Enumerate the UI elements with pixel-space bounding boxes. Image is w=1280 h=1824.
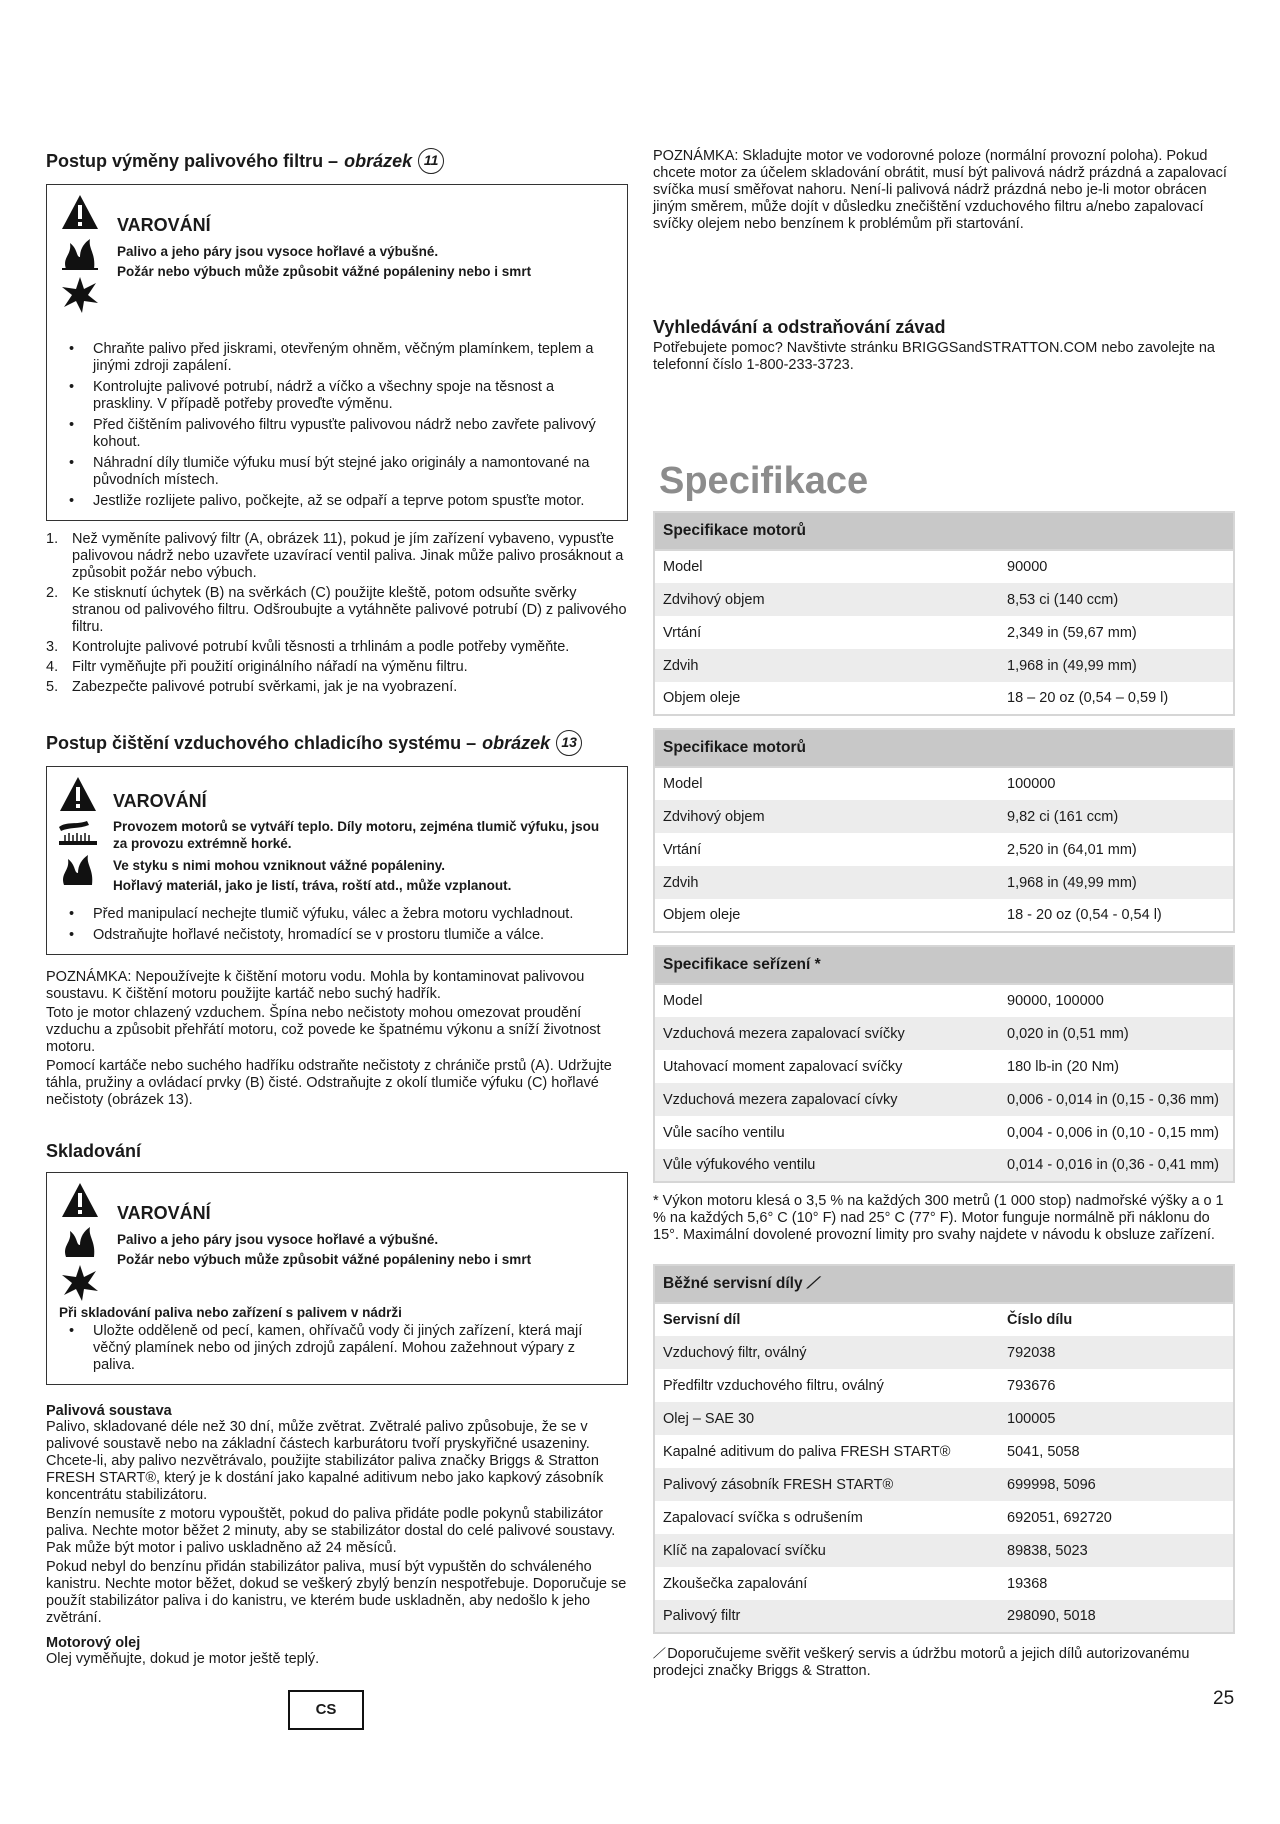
warning-triangle-icon <box>58 775 98 813</box>
hot-surface-icon <box>57 817 99 847</box>
list-item: • Kontrolujte palivové potrubí, nádrž a víčko a všechny spoje na těsnost a praskliny. V případě potřeby proveďte výměnu. <box>57 379 617 413</box>
table-row: Palivový filtr 298090, 5018 <box>654 1600 1234 1633</box>
cooling-paragraph: Toto je motor chlazený vzduchem. Špína nebo nečistoty mohou omezovat proudění vzduchu a způsobit přehřátí motoru, což povede ke špatnému výkonu a sníží životnost motoru. <box>46 1005 601 1055</box>
fuel-paragraph: Pokud nebyl do benzínu přidán stabilizátor paliva, musí být vypuštěn do schváleného kanistru. Nechte motor běžet, dokud se veškerý zbylý benzín nespotřebuje. Doporučuje se použít stabilizátor paliva i do kanistru, ve kterém bude uskladněn, aby nedošlo k jeho zvětrání. <box>46 1559 627 1626</box>
table-row: Model 100000 <box>663 776 1056 792</box>
table-row: Utahovací moment zapalovací svíčky 180 lb-in (20 Nm) <box>663 1058 1120 1075</box>
warning-subheading: Při skladování paliva nebo zařízení s palivem v nádrži <box>59 1305 402 1320</box>
storage-warning-box <box>46 1172 628 1385</box>
table-row: Klíč na zapalovací svíčku 89838, 5023 <box>654 1534 1234 1567</box>
warning-label: VAROVÁNÍ <box>117 215 211 235</box>
table-row: Vzduchová mezera zapalovací cívky 0,006 - 0,014 in (0,15 - 0,36 mm) <box>654 1083 1234 1116</box>
table-row: Vůle výfukového ventilu 0,014 - 0,016 in (0,36 - 0,41 mm) <box>654 1149 1234 1182</box>
specifications-heading: Specifikace <box>659 460 869 502</box>
fuel-filter-steps <box>46 531 628 696</box>
oil-heading: Motorový olej <box>46 1635 141 1651</box>
table-row: Zkoušečka zapalování 19368 <box>663 1575 1048 1592</box>
warning-text-2: Požár nebo výbuch může způsobit vážné popáleniny nebo i smrt <box>117 1252 532 1267</box>
table-row: Olej – SAE 30 100005 <box>654 1402 1234 1435</box>
language-badge: CS <box>288 1690 364 1730</box>
list-item: • Chraňte palivo před jiskrami, otevřeným ohněm, věčným plamínkem, teplem a jinými zdroji zapálení. <box>57 341 617 375</box>
engine-spec-table-1 <box>653 511 1235 716</box>
table-row: Zdvihový objem 9,82 ci (161 ccm) <box>654 800 1234 833</box>
table-title: Specifikace motorů <box>654 729 1234 767</box>
storage-warning-bullets <box>57 1323 617 1374</box>
warning-text-1: Palivo a jeho páry jsou vysoce hořlavé a výbušné. <box>117 1232 439 1247</box>
list-item: • Odstraňujte hořlavé nečistoty, hromadící se v prostoru tlumiče a válce. <box>57 927 617 944</box>
explosion-icon <box>60 1263 100 1303</box>
table-row: Objem oleje 18 - 20 oz (0,54 - 0,54 l) <box>663 907 1162 923</box>
table-row: Objem oleje 18 – 20 oz (0,54 – 0,59 l) <box>663 690 1169 706</box>
fuel-warning-box <box>46 184 628 521</box>
table-title: Běžné servisní díly ⟋ <box>654 1265 1234 1303</box>
wrench-check-icon: ⟋ <box>806 1275 818 1292</box>
table-row: Vůle sacího ventilu 0,004 - 0,006 in (0,10 - 0,15 mm) <box>663 1124 1219 1141</box>
table-row: Zdvihový objem 8,53 ci (140 ccm) <box>654 583 1234 616</box>
explosion-icon <box>60 275 100 315</box>
list-item: 5. Zabezpečte palivové potrubí svěrkami, jak je na vyobrazení. <box>46 679 458 695</box>
table-row: Zdvih 1,968 in (49,99 mm) <box>654 866 1234 899</box>
storage-heading: Skladování <box>46 1141 142 1161</box>
fire-icon <box>60 235 100 271</box>
warning-text-2: Požár nebo výbuch může způsobit vážné popáleniny nebo i smrt <box>117 264 532 279</box>
warning-text-2: Ve styku s nimi mohou vzniknout vážné popáleniny. <box>113 858 446 873</box>
list-item: 2. Ke stisknutí úchytek (B) na svěrkách (C) použijte kleště, potom odsuňte svěrky stranou od palivového filtru. Odšroubujte a vytáhněte palivové potrubí (D) z palivového filtru. <box>46 585 627 635</box>
table-row: Předfiltr vzduchového filtru, oválný 793676 <box>663 1377 1056 1394</box>
cooling-note: POZNÁMKA: Nepoužívejte k čištění motoru vodu. Mohla by kontaminovat palivovou soustavu. K čištění motoru použijte kartáč nebo suchý hadřík. <box>46 969 585 1002</box>
table-header-row: Servisní díl Číslo dílu <box>663 1312 1073 1328</box>
table-row: Zapalovací svíčka s odrušením 692051, 692720 <box>663 1509 1112 1526</box>
table-row: Vrtání 2,349 in (59,67 mm) <box>663 624 1137 641</box>
warning-text-1: Palivo a jeho páry jsou vysoce hořlavé a výbušné. <box>117 244 439 259</box>
table-row: Kapalné aditivum do paliva FRESH START® 5041, 5058 <box>663 1443 1080 1460</box>
fire-icon <box>60 1223 100 1259</box>
cooling-warning-box <box>46 766 628 955</box>
fuel-system-heading: Palivová soustava <box>46 1403 172 1419</box>
tuneup-spec-table <box>653 945 1235 1183</box>
fuel-paragraph: Palivo, skladované déle než 30 dní, může zvětrat. Zvětralé palivo způsobuje, že se v palivové soustavě nebo na základní částech karburátoru tvoří pryskyřičné usazeniny. Chcete-li, aby palivo nezvětrávalo, použijte stabilizátor paliva značky Briggs & Stratton FRESH START®, který je k dostání jako kapalné aditivum nebo jako kapkový zásobník koncentrátu stabilizátoru. <box>46 1419 604 1503</box>
storage-position-note: POZNÁMKA: Skladujte motor ve vodorovné poloze (normální provozní poloha). Pokud chcete motor za účelem skladování obrátit, musí být palivová nádrž prázdná a zapalovací svíčka musí směřovat nahoru. Není-li palivová nádrž prázdná nebo je-li motor obrácen jiným směrem, může dojít v důsledku znečištění vzduchového filtru a/nebo zapalovací svíčky olejem nebo benzínem k problémům při startování. <box>653 148 1227 232</box>
cooling-heading: Postup čištění vzduchového chladicího systému – obrázek 13 <box>46 730 628 756</box>
left-column <box>46 148 628 1670</box>
cooling-warning-bullets <box>57 906 617 944</box>
list-item: • Náhradní díly tlumiče výfuku musí být stejné jako originály a namontované na původních místech. <box>57 455 617 489</box>
fuel-warning-bullets <box>57 341 617 510</box>
service-parts-table <box>653 1264 1235 1634</box>
figure-number-badge: 11 <box>418 148 444 174</box>
spec-footnote: * Výkon motoru klesá o 3,5 % na každých 300 metrů (1 000 stop) nadmořské výšky a o 1 % na každých 5,6° C (10° F) nad 25° C (77° F). Motor funguje normálně při náklonu do 15°. Maximální dovolené provozní limity pro svahy najdete v návodu k obsluze zařízení. <box>653 1193 1224 1243</box>
fire-icon <box>58 851 98 887</box>
list-item: • Uložte odděleně od pecí, kamen, ohřívačů vody či jiných zařízení, která mají věčný plamínek nebo od jiných zdrojů zapálení. Mohou zažehnout výpary z paliva. <box>57 1323 617 1374</box>
list-item: • Před manipulací nechejte tlumič výfuku, válec a žebra motoru vychladnout. <box>57 906 617 923</box>
table-row: Model 90000 <box>663 559 1048 575</box>
table-row: Model 90000, 100000 <box>663 993 1104 1009</box>
list-item: • Před čištěním palivového filtru vypusťte palivovou nádrž nebo zavřete palivový kohout. <box>57 417 617 451</box>
table-title: Specifikace motorů <box>654 512 1234 550</box>
right-column <box>653 148 1235 1680</box>
list-item: 1. Než vyměníte palivový filtr (A, obrázek 11), pokud je jím zařízení vybaveno, vypusťte palivovou nádrž nebo uzavřete uzavírací ventil paliva. Jinak může palivo prosáknout a způsobit požár nebo výbuch. <box>46 531 624 581</box>
warning-label: VAROVÁNÍ <box>113 791 207 811</box>
page-number: 25 <box>1213 1688 1235 1709</box>
figure-number-badge: 13 <box>556 730 582 756</box>
warning-triangle-icon <box>60 1181 100 1219</box>
warning-triangle-icon <box>60 193 100 231</box>
table-title: Specifikace seřízení * <box>654 946 1234 984</box>
troubleshooting-heading: Vyhledávání a odstraňování závad <box>653 317 946 337</box>
service-note: ⟋ Doporučujeme svěřit veškerý servis a údržbu motorů a jejich dílů autorizovanému prodejci značky Briggs & Stratton. <box>653 1646 1190 1679</box>
wrench-check-icon: ⟋ <box>653 1646 668 1662</box>
troubleshooting-text: Potřebujete pomoc? Navštivte stránku BRIGGSandSTRATTON.COM nebo zavolejte na telefonní číslo 1-800-233-3723. <box>653 340 1215 373</box>
engine-spec-table-2 <box>653 728 1235 933</box>
table-row: Vzduchový filtr, oválný 792038 <box>654 1336 1234 1369</box>
table-row: Palivový zásobník FRESH START® 699998, 5096 <box>654 1468 1234 1501</box>
table-row: Zdvih 1,968 in (49,99 mm) <box>654 649 1234 682</box>
fuel-filter-heading: Postup výměny palivového filtru – obrázek 11 <box>46 148 628 174</box>
list-item: 4. Filtr vyměňujte při použití originálního nářadí na výměnu filtru. <box>46 659 468 675</box>
list-item: • Jestliže rozlijete palivo, počkejte, až se odpaří a teprve potom spusťte motor. <box>57 493 617 510</box>
warning-text-1: Provozem motorů se vytváří teplo. Díly motoru, zejména tlumič výfuku, jsou za provozu extrémně horké. <box>113 819 600 851</box>
table-row: Vrtání 2,520 in (64,01 mm) <box>663 841 1137 858</box>
fuel-paragraph: Benzín nemusíte z motoru vypouštět, pokud do paliva přidáte podle pokynů stabilizátor paliva. Nechte motor běžet 2 minuty, aby se stabilizátor dostal do celé palivové soustavy. Pak může být motor i palivo uskladněno až 24 měsíců. <box>46 1506 616 1556</box>
list-item: 3. Kontrolujte palivové potrubí kvůli těsnosti a trhlinám a podle potřeby vyměňte. <box>46 639 570 655</box>
cooling-paragraph: Pomocí kartáče nebo suchého hadříku odstraňte nečistoty z chrániče prstů (A). Udržujte táhla, pružiny a ovládací prvky (B) čisté. Odstraňujte z okolí tlumiče výfuku (C) hořlavé nečistoty (obrázek 13). <box>46 1058 612 1108</box>
oil-paragraph: Olej vyměňujte, dokud je motor ještě teplý. <box>46 1651 320 1667</box>
table-row: Vzduchová mezera zapalovací svíčky 0,020 in (0,51 mm) <box>654 1017 1234 1050</box>
warning-label: VAROVÁNÍ <box>117 1203 211 1223</box>
warning-text-3: Hořlavý materiál, jako je listí, tráva, roští atd., může vzplanout. <box>113 878 512 893</box>
